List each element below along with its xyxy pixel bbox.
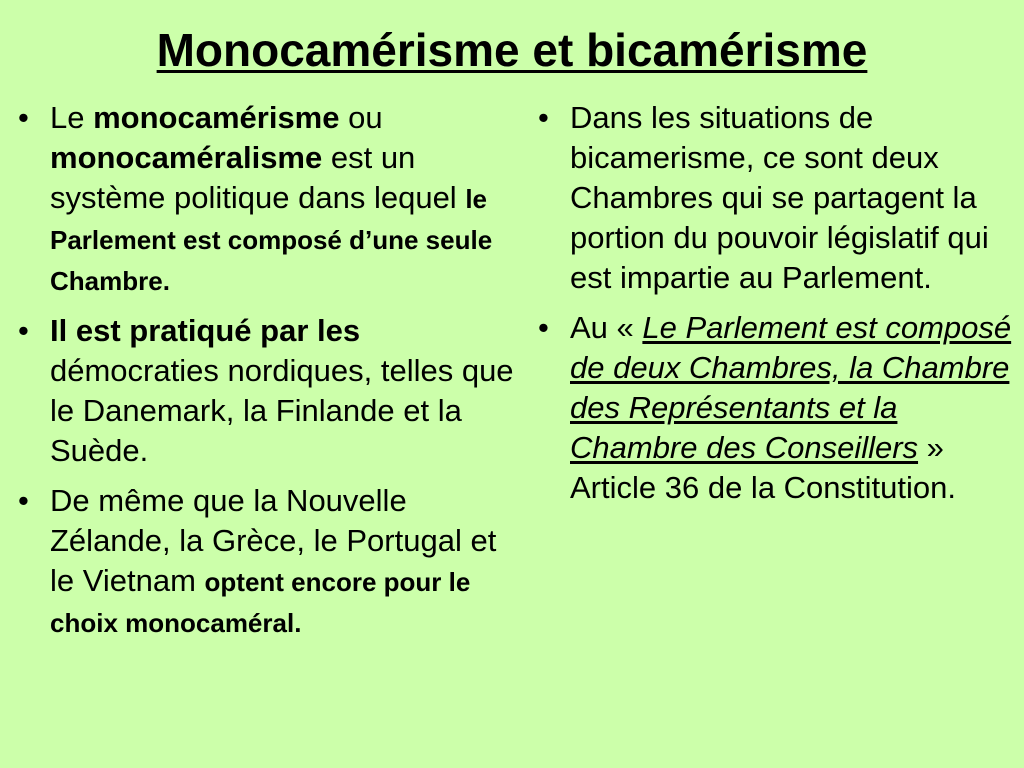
term-monocameralisme: monocaméralisme [50, 140, 323, 175]
list-item-other-countries [14, 481, 524, 643]
list-item-nordic-democracies [14, 311, 524, 471]
slide-title [0, 22, 1024, 78]
right-column-list [534, 98, 1012, 518]
text-segment: démocraties nordiques, telles que le Danemark, la Finlande et la Suède. [50, 353, 514, 468]
bullet-icon: • [538, 310, 549, 345]
slide-title-text: Monocamérisme et bicamérisme [156, 24, 868, 76]
bullet-icon: • [18, 313, 29, 348]
constitution-quote: Le Parlement est composé de deux Chambres, la Chambre des Représentants et la Chambre des Conseillers [570, 310, 1012, 465]
text-segment: ou [339, 100, 383, 135]
list-item-constitution-article [534, 308, 1012, 508]
text-segment: Dans les situations de bicamerisme, ce sont deux Chambres qui se partagent la portion du pouvoir législatif qui est impartie au Parlement. [570, 100, 989, 295]
emphasis-segment: Il est pratiqué par les [50, 313, 361, 348]
bullet-icon: • [18, 483, 29, 518]
emphasis-segment: le Parlement est composé d’une seule Chambre. [50, 184, 493, 296]
text-segment: De même que la Nouvelle Zélande, la Grèce, le Portugal et le Vietnam [50, 483, 497, 598]
emphasis-segment: optent encore pour le choix monocaméral. [50, 567, 471, 638]
text-segment: » Article 36 de la Constitution. [570, 430, 956, 505]
text-segment: est un système politique dans lequel [50, 140, 466, 215]
term-monocamerisme: monocamérisme [93, 100, 340, 135]
bullet-icon: • [538, 100, 549, 135]
text-segment: Le [50, 100, 94, 135]
list-item-monocamerisme-definition [14, 98, 524, 301]
list-item-bicamerisme-definition [534, 98, 1012, 298]
text-segment: Au « [570, 310, 643, 345]
left-column-list [14, 98, 524, 653]
bullet-icon: • [18, 100, 29, 135]
